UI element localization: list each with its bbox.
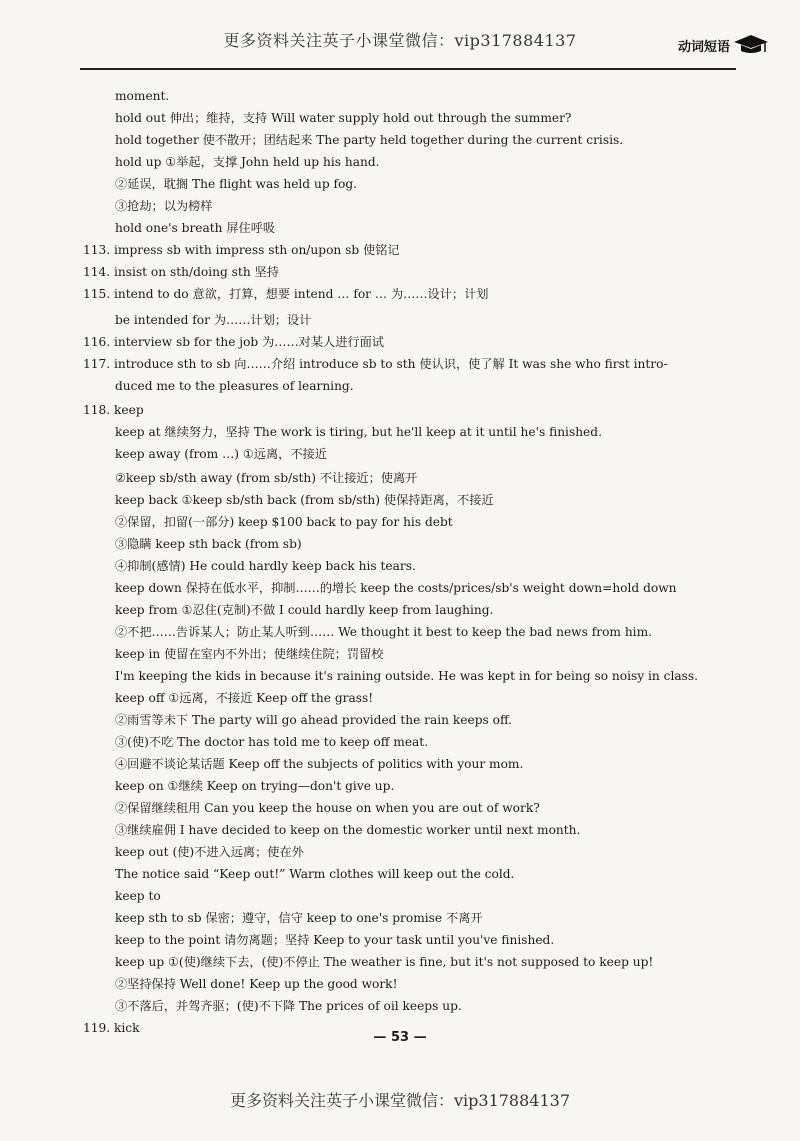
text-line: keep back ①keep sb/sth back (from sb/sth) 使保持距离，不接近 [115,493,494,507]
text-line: ④回避不谈论某话题 Keep off the subjects of politics with your mom. [115,757,524,771]
text-line: hold up ①举起，支撑 John held up his hand. [115,155,380,169]
text-line: ②延误，耽搁 The flight was held up fog. [115,177,358,191]
entry-113: 113. impress sb with impress sth on/upon sb 使铭记 [83,243,400,257]
text-line: The notice said “Keep out!” Warm clothes will keep out the cold. [115,867,515,881]
entry-116: 116. interview sb for the job 为……对某人进行面试 [83,335,384,349]
text-line: keep in 使留在室内不外出；使继续住院；罚留校 [115,647,384,661]
text-line: ②保留继续租用 Can you keep the house on when you are out of work? [115,801,540,815]
text-line: duced me to the pleasures of learning. [115,379,354,393]
text-line: keep out (使)不进入远离；使在外 [115,845,304,859]
text-line: ③不落后，并驾齐驱；(使)不下降 The prices of oil keeps up. [115,999,462,1013]
text-line: keep to [115,889,161,903]
entry-117: 117. introduce sth to sb 向……介绍 introduce sb to sth 使认识，使了解 It was she who first intro- [83,357,668,371]
text-line: keep on ①继续 Keep on trying—don't give up. [115,779,395,793]
text-line: ③继续雇佣 I have decided to keep on the domestic worker until next month. [115,823,581,837]
text-line: ②雨雪等未下 The party will go ahead provided the rain keeps off. [115,713,513,727]
graduation-cap-icon [732,33,770,55]
text-line: keep to the point 请勿离题；坚持 Keep to your task until you've finished. [115,933,555,947]
text-line: ③抢劫；以为榜样 [115,199,213,213]
text-line: ②不把……告诉某人；防止某人听到…… We thought it best to keep the bad news from him. [115,625,653,639]
entry-114: 114. insist on sth/doing sth 坚持 [83,265,279,279]
text-line: I'm keeping the kids in because it's raining outside. He was kept in for being so noisy in class. [115,669,699,683]
text-line: ④抑制(感情) He could hardly keep back his tears. [115,559,416,573]
text-line: hold together 使不散开；团结起来 The party held together during the current crisis. [115,133,624,147]
header-watermark: 更多资料关注英子小课堂微信：vip317884137 [223,31,577,50]
text-line: be intended for 为……计划；设计 [115,313,312,327]
text-line: ②坚持保持 Well done! Keep up the good work! [115,977,398,991]
text-line: keep away (from …) ①远离，不接近 [115,447,327,461]
entry-115: 115. intend to do 意欲，打算，想要 intend … for … 为……设计；计划 [83,287,489,301]
text-line: keep at 继续努力，坚持 The work is tiring, but he'll keep at it until he's finished. [115,425,602,439]
text-line: keep up ①(使)继续下去，(使)不停止 The weather is fine, but it's not supposed to keep up! [115,955,654,969]
text-line: keep sth to sb 保密；遵守，信守 keep to one's promise 不离开 [115,911,483,925]
text-line: keep from ①忍住(克制)不做 I could hardly keep from laughing. [115,603,494,617]
entry-118: 118. keep [83,403,144,417]
text-line: keep off ①远离，不接近 Keep off the grass! [115,691,374,705]
text-line: hold one's breath 屏住呼吸 [115,221,276,235]
text-line: ②保留，扣留(一部分) keep $100 back to pay for his debt [115,515,453,529]
text-line: hold out 伸出；维持，支持 Will water supply hold out through the summer? [115,111,572,125]
header-rule [80,68,736,70]
text-line: keep down 保持在低水平，抑制……的增长 keep the costs/prices/sb's weight down=hold down [115,581,677,595]
entry-119: 119. kick [83,1021,140,1035]
text-line: ③隐瞒 keep sth back (from sb) [115,537,302,551]
section-title: 动词短语 [677,40,730,55]
text-line: moment. [115,89,170,103]
text-line: ③(使)不吃 The doctor has told me to keep off meat. [115,735,429,749]
page-number: — 53 — [373,1030,427,1045]
text-line: ②keep sb/sth away (from sb/sth) 不让接近；使离开 [115,471,418,485]
footer-watermark: 更多资料关注英子小课堂微信：vip317884137 [229,1091,571,1110]
